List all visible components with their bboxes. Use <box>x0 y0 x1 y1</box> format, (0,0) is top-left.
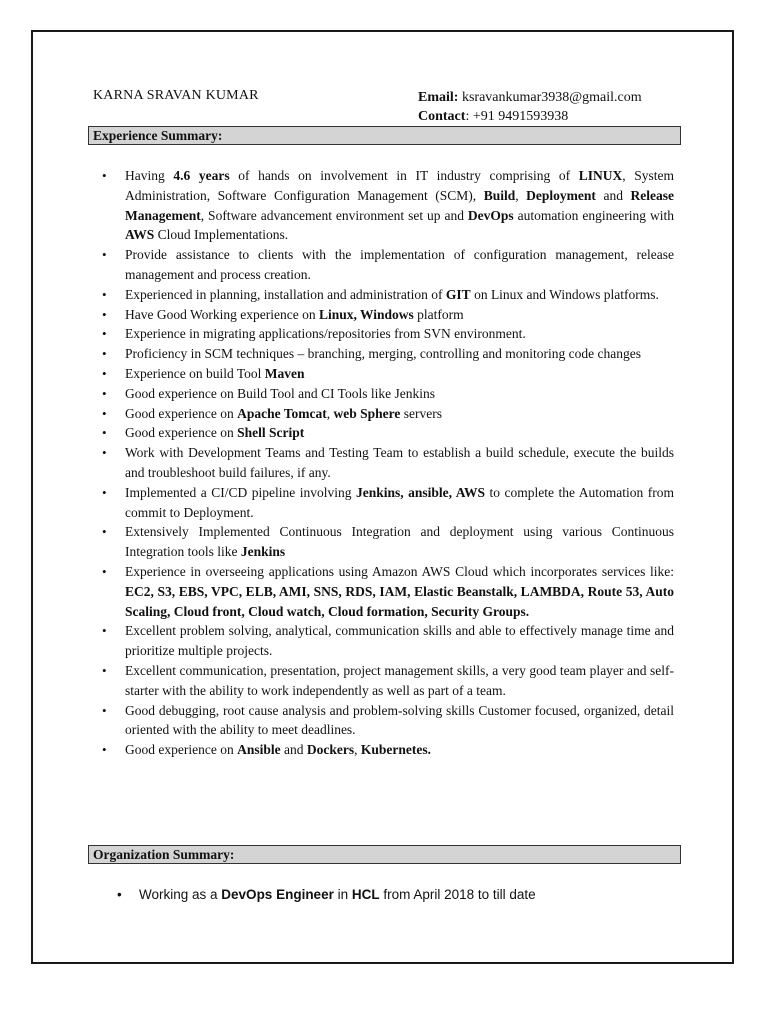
bold-text: Maven <box>264 365 305 381</box>
experience-item <box>100 443 674 483</box>
text-segment: Excellent communication, presentation, project management skills, a very good team player and self-starter with the ability to work independently as well as part of a team. <box>125 662 674 698</box>
experience-item <box>100 166 674 245</box>
experience-item <box>100 621 674 661</box>
experience-item <box>100 344 674 364</box>
contact-line <box>418 107 642 126</box>
bold-text: Ansible <box>237 742 281 758</box>
bold-text: Shell Script <box>237 425 305 441</box>
experience-item <box>100 522 674 562</box>
text-segment: Experience in overseeing applications using Amazon AWS Cloud which incorporates services like: <box>125 563 674 579</box>
text-segment: , <box>354 742 361 758</box>
text-segment: Good experience on <box>125 405 238 421</box>
text-segment: Have Good Working experience on <box>125 306 319 322</box>
text-segment: Provide assistance to clients with the implementation of configuration management, release management and process creation. <box>125 247 674 282</box>
organization-item <box>117 887 536 902</box>
text-segment: Working as a <box>139 887 222 902</box>
text-segment: Having <box>125 168 174 183</box>
experience-item <box>100 364 674 384</box>
experience-item <box>100 423 674 443</box>
contact-value: : +91 9491593938 <box>465 109 569 124</box>
text-segment: to complete the Automation from commit to Deployment. <box>125 484 674 520</box>
experience-list <box>100 166 674 760</box>
text-segment: servers <box>400 405 442 421</box>
text-segment: of hands on involvement in IT industry comprising of <box>229 168 579 183</box>
experience-item <box>100 701 674 741</box>
experience-item <box>100 285 674 305</box>
bold-text: 4.6 years <box>173 168 230 183</box>
text-segment: from April 2018 to till date <box>379 887 536 902</box>
text-segment: platform <box>413 306 464 322</box>
experience-summary-heading: Experience Summary: <box>88 126 681 145</box>
text-segment: Experience in migrating applications/repositories from SVN environment. <box>125 326 526 342</box>
text-segment: automation engineering with <box>513 207 674 223</box>
bold-text: Jenkins <box>240 544 286 560</box>
candidate-name: KARNA SRAVAN KUMAR <box>93 88 259 103</box>
text-segment: Excellent problem solving, analytical, communication skills and able to effectively manage time and prioritize multiple projects. <box>125 623 674 659</box>
text-segment: on Linux and Windows platforms. <box>470 286 659 302</box>
bold-text: Linux, Windows <box>318 306 414 322</box>
text-segment: and <box>595 187 631 203</box>
bold-text: Release Management <box>125 187 674 223</box>
bold-text: Apache Tomcat <box>237 405 327 421</box>
text-segment: in <box>333 887 352 902</box>
text-segment: Work with Development Teams and Testing Team to establish a build schedule, execute the builds and troubleshoot build failures, if any. <box>125 445 674 480</box>
experience-item <box>100 324 674 344</box>
bold-text: Build <box>483 187 516 203</box>
email-line <box>418 88 642 107</box>
experience-item <box>100 245 674 285</box>
contact-block <box>418 88 642 126</box>
bold-text: DevOps Engineer <box>221 887 334 902</box>
experience-item <box>100 483 674 523</box>
bold-text: web Sphere <box>333 405 401 421</box>
text-segment: Implemented a CI/CD pipeline involving <box>125 484 356 500</box>
text-segment: Good experience on <box>125 425 238 441</box>
text-segment: , Software advancement environment set up and <box>200 207 468 223</box>
bold-text: Kubernetes. <box>360 742 431 758</box>
experience-item <box>100 384 674 404</box>
text-segment: and <box>280 742 307 758</box>
text-segment: , <box>326 405 334 421</box>
bold-text: HCL <box>351 887 380 902</box>
experience-item <box>100 305 674 325</box>
text-segment: Good experience on Build Tool and CI Tools like Jenkins <box>125 385 435 401</box>
text-segment: Cloud Implementations. <box>154 227 289 243</box>
bold-text: Jenkins, ansible, AWS <box>355 484 486 500</box>
bold-text: AWS <box>125 227 155 243</box>
bold-text: EC2, S3, EBS, VPC, ELB, AMI, SNS, RDS, IAM, Elastic Beanstalk, LAMBDA, Route 53, Auto Scaling, Cloud front, Cloud watch, Cloud formation, Security Groups. <box>125 583 674 619</box>
bold-text: LINUX <box>578 168 623 183</box>
email-value: ksravankumar3938@gmail.com <box>458 90 642 105</box>
experience-item <box>100 661 674 701</box>
text-segment: Experienced in planning, installation and administration of <box>125 286 446 302</box>
text-segment: Experience on build Tool <box>125 365 265 381</box>
contact-label: Contact <box>418 109 466 124</box>
text-segment: Good experience on <box>125 742 238 758</box>
organization-summary-heading: Organization Summary: <box>88 845 681 864</box>
text-segment: , System Administration, Software Configuration Management (SCM), <box>125 168 674 203</box>
text-segment: Proficiency in SCM techniques – branching, merging, controlling and monitoring code changes <box>125 346 642 362</box>
email-label: Email: <box>418 90 459 105</box>
bold-text: Deployment <box>526 187 596 203</box>
text-segment: Extensively Implemented Continuous Integration and deployment using various Continuous Integration tools like <box>125 524 674 560</box>
text-segment: Good debugging, root cause analysis and problem-solving skills Customer focused, organized, detail oriented with the ability to meet deadlines. <box>125 702 674 738</box>
bold-text: DevOps <box>467 207 514 223</box>
experience-item <box>100 404 674 424</box>
experience-item <box>100 740 674 760</box>
bold-text: Dockers <box>306 742 355 758</box>
text-segment: , <box>515 187 527 203</box>
bold-text: GIT <box>445 286 471 302</box>
experience-item <box>100 562 674 621</box>
